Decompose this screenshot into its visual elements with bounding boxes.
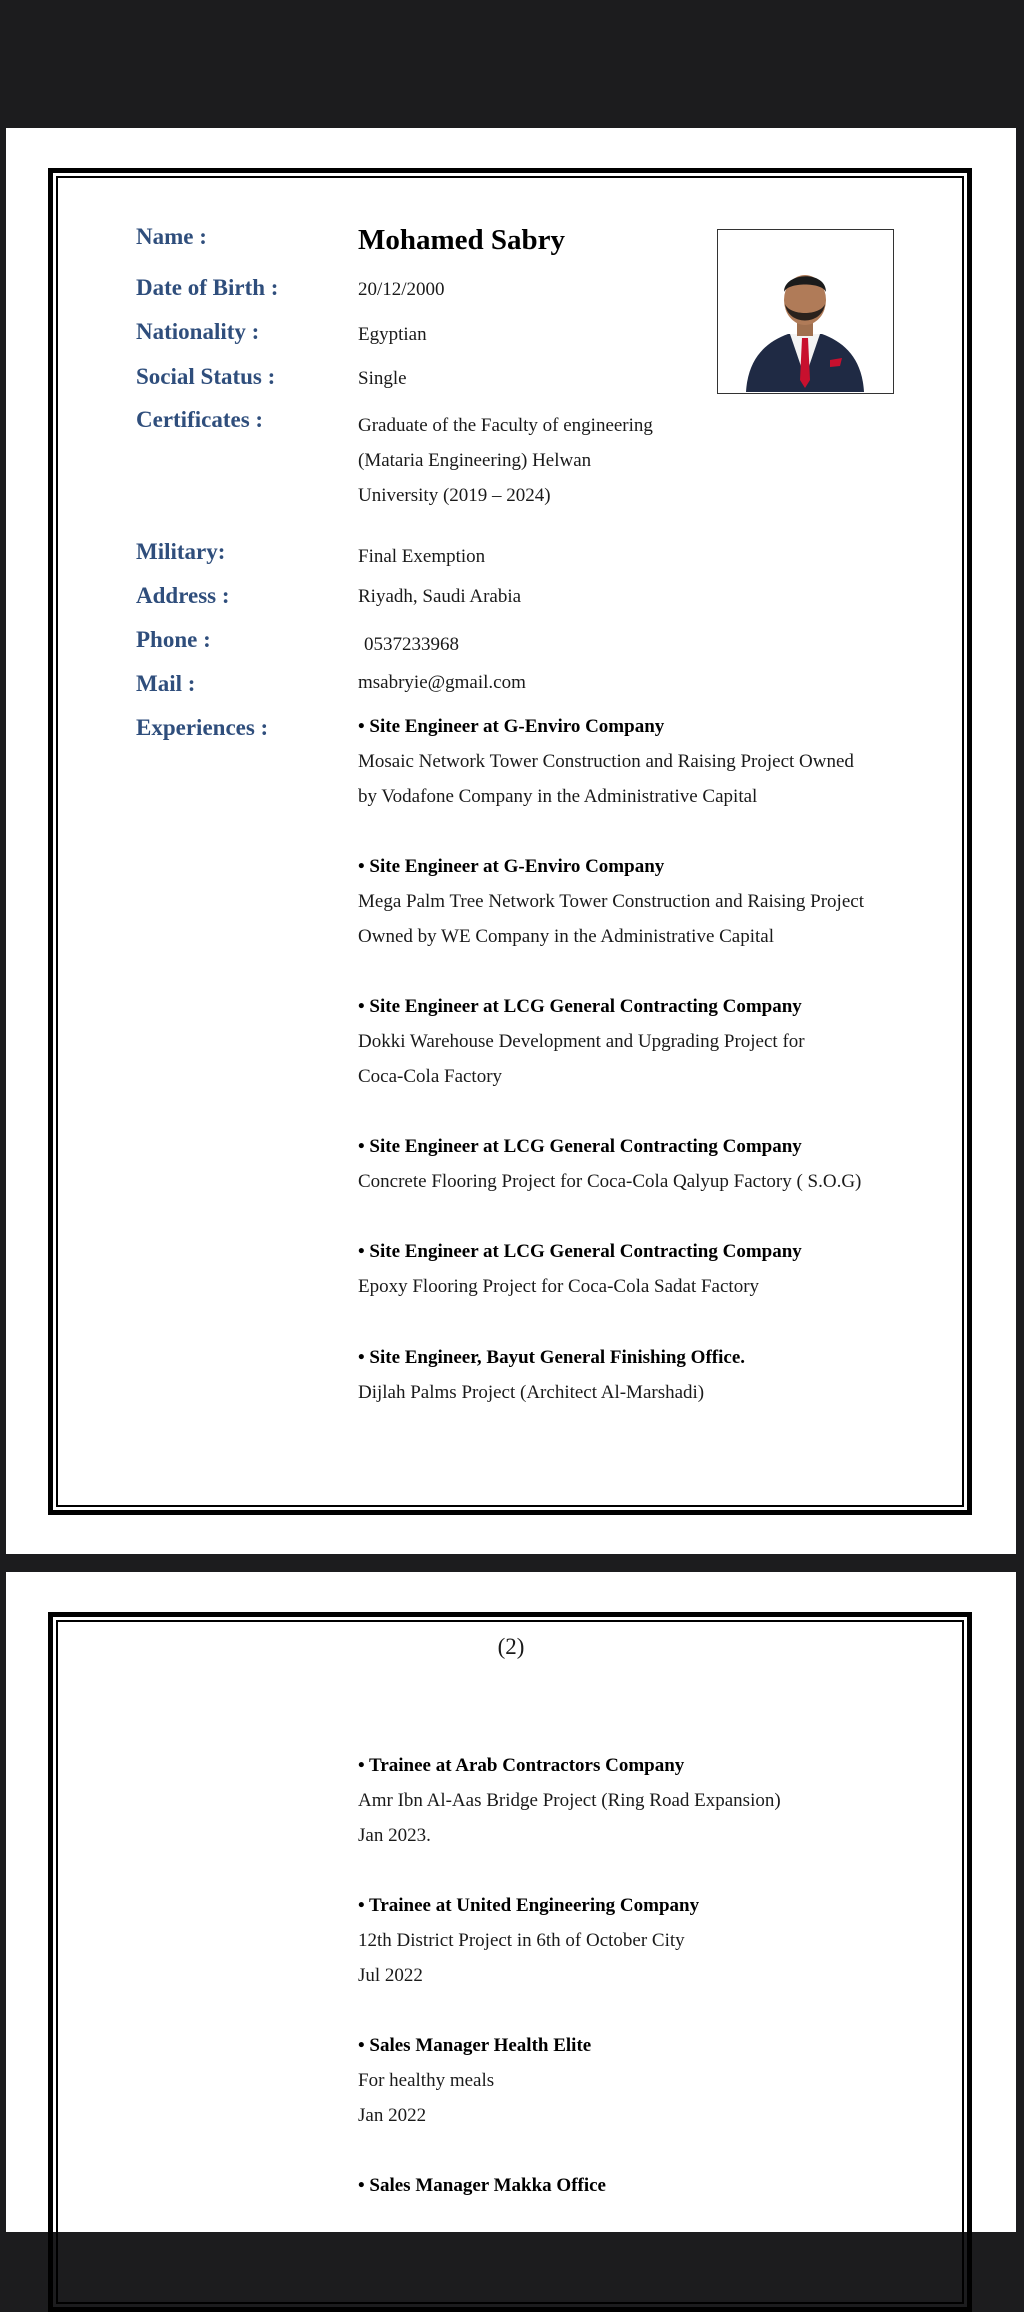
- nationality-label: Nationality :: [136, 319, 260, 344]
- cv-page-1: [6, 128, 1016, 1554]
- profile-photo: [717, 229, 894, 394]
- experience-item: [358, 989, 918, 1094]
- experience-title: • Site Engineer at LCG General Contracting Company: [358, 1136, 802, 1157]
- certificates-label: Certificates :: [136, 407, 264, 432]
- experience-title: • Site Engineer at LCG General Contracting Company: [358, 996, 802, 1017]
- certificates-value: [358, 408, 653, 513]
- experience-title: • Site Engineer at G-Enviro Company: [358, 856, 665, 877]
- experience-title: • Site Engineer at G-Enviro Company: [358, 716, 665, 737]
- experience-line: Jan 2022: [358, 2105, 427, 2126]
- experience-line: Owned by WE Company in the Administrative Capital: [358, 926, 775, 947]
- dob-value: 20/12/2000: [358, 279, 445, 300]
- name-value: Mohamed Sabry: [358, 224, 566, 256]
- experience-line: Dokki Warehouse Development and Upgrading Project for: [358, 1031, 805, 1052]
- social-status-label: Social Status :: [136, 364, 276, 389]
- experience-title: • Sales Manager Makka Office: [358, 2175, 606, 2196]
- experience-item: [358, 1888, 918, 1993]
- phone-value: 0537233968: [364, 634, 459, 655]
- experience-line: 12th District Project in 6th of October City: [358, 1930, 685, 1951]
- social-status-value: Single: [358, 368, 407, 389]
- experience-line: Jan 2023.: [358, 1825, 431, 1846]
- experience-title: • Sales Manager Health Elite: [358, 2035, 592, 2056]
- nationality-value: Egyptian: [358, 324, 427, 345]
- experience-line: Jul 2022: [358, 1965, 423, 1986]
- cv-page-2: [6, 1572, 1016, 2232]
- experience-item: [358, 1234, 918, 1304]
- experience-line: by Vodafone Company in the Administrative Capital: [358, 786, 758, 807]
- experience-title: • Trainee at Arab Contractors Company: [358, 1755, 685, 1776]
- certificates-line: University (2019 – 2024): [358, 485, 551, 506]
- person-portrait-icon: [718, 230, 892, 392]
- experience-item: [358, 1340, 918, 1410]
- dob-label: Date of Birth :: [136, 275, 279, 300]
- phone-label: Phone :: [136, 627, 211, 652]
- experience-item: [358, 709, 918, 814]
- military-value: Final Exemption: [358, 546, 486, 567]
- experience-item: [358, 849, 918, 954]
- mail-value[interactable]: msabryie@gmail.com: [358, 672, 526, 693]
- experience-line: Amr Ibn Al-Aas Bridge Project (Ring Road Expansion): [358, 1790, 781, 1811]
- certificates-line: (Mataria Engineering) Helwan: [358, 450, 592, 471]
- experience-line: Epoxy Flooring Project for Coca-Cola Sadat Factory: [358, 1276, 760, 1297]
- mail-label: Mail :: [136, 671, 196, 696]
- experience-item: [358, 2168, 918, 2203]
- certificates-line: Graduate of the Faculty of engineering: [358, 415, 653, 436]
- experience-title: • Trainee at United Engineering Company: [358, 1895, 700, 1916]
- experience-line: Coca-Cola Factory: [358, 1066, 503, 1087]
- address-label: Address :: [136, 583, 230, 608]
- experience-item: [358, 1129, 918, 1199]
- experience-line: For healthy meals: [358, 2070, 495, 2091]
- experience-item: [358, 2028, 918, 2133]
- military-label: Military:: [136, 539, 226, 564]
- name-label: Name :: [136, 224, 207, 249]
- experience-line: Mega Palm Tree Network Tower Construction and Raising Project: [358, 891, 864, 912]
- experiences-label: Experiences :: [136, 715, 269, 740]
- experience-line: Dijlah Palms Project (Architect Al-Marshadi): [358, 1382, 705, 1403]
- address-value: Riyadh, Saudi Arabia: [358, 586, 522, 607]
- experience-title: • Site Engineer, Bayut General Finishing Office.: [358, 1347, 746, 1368]
- page-number: (2): [497, 1634, 525, 1659]
- experience-line: Mosaic Network Tower Construction and Raising Project Owned: [358, 751, 854, 772]
- experience-title: • Site Engineer at LCG General Contracting Company: [358, 1241, 802, 1262]
- experience-item: [358, 1748, 918, 1853]
- experience-line: Concrete Flooring Project for Coca-Cola Qalyup Factory ( S.O.G): [358, 1171, 862, 1192]
